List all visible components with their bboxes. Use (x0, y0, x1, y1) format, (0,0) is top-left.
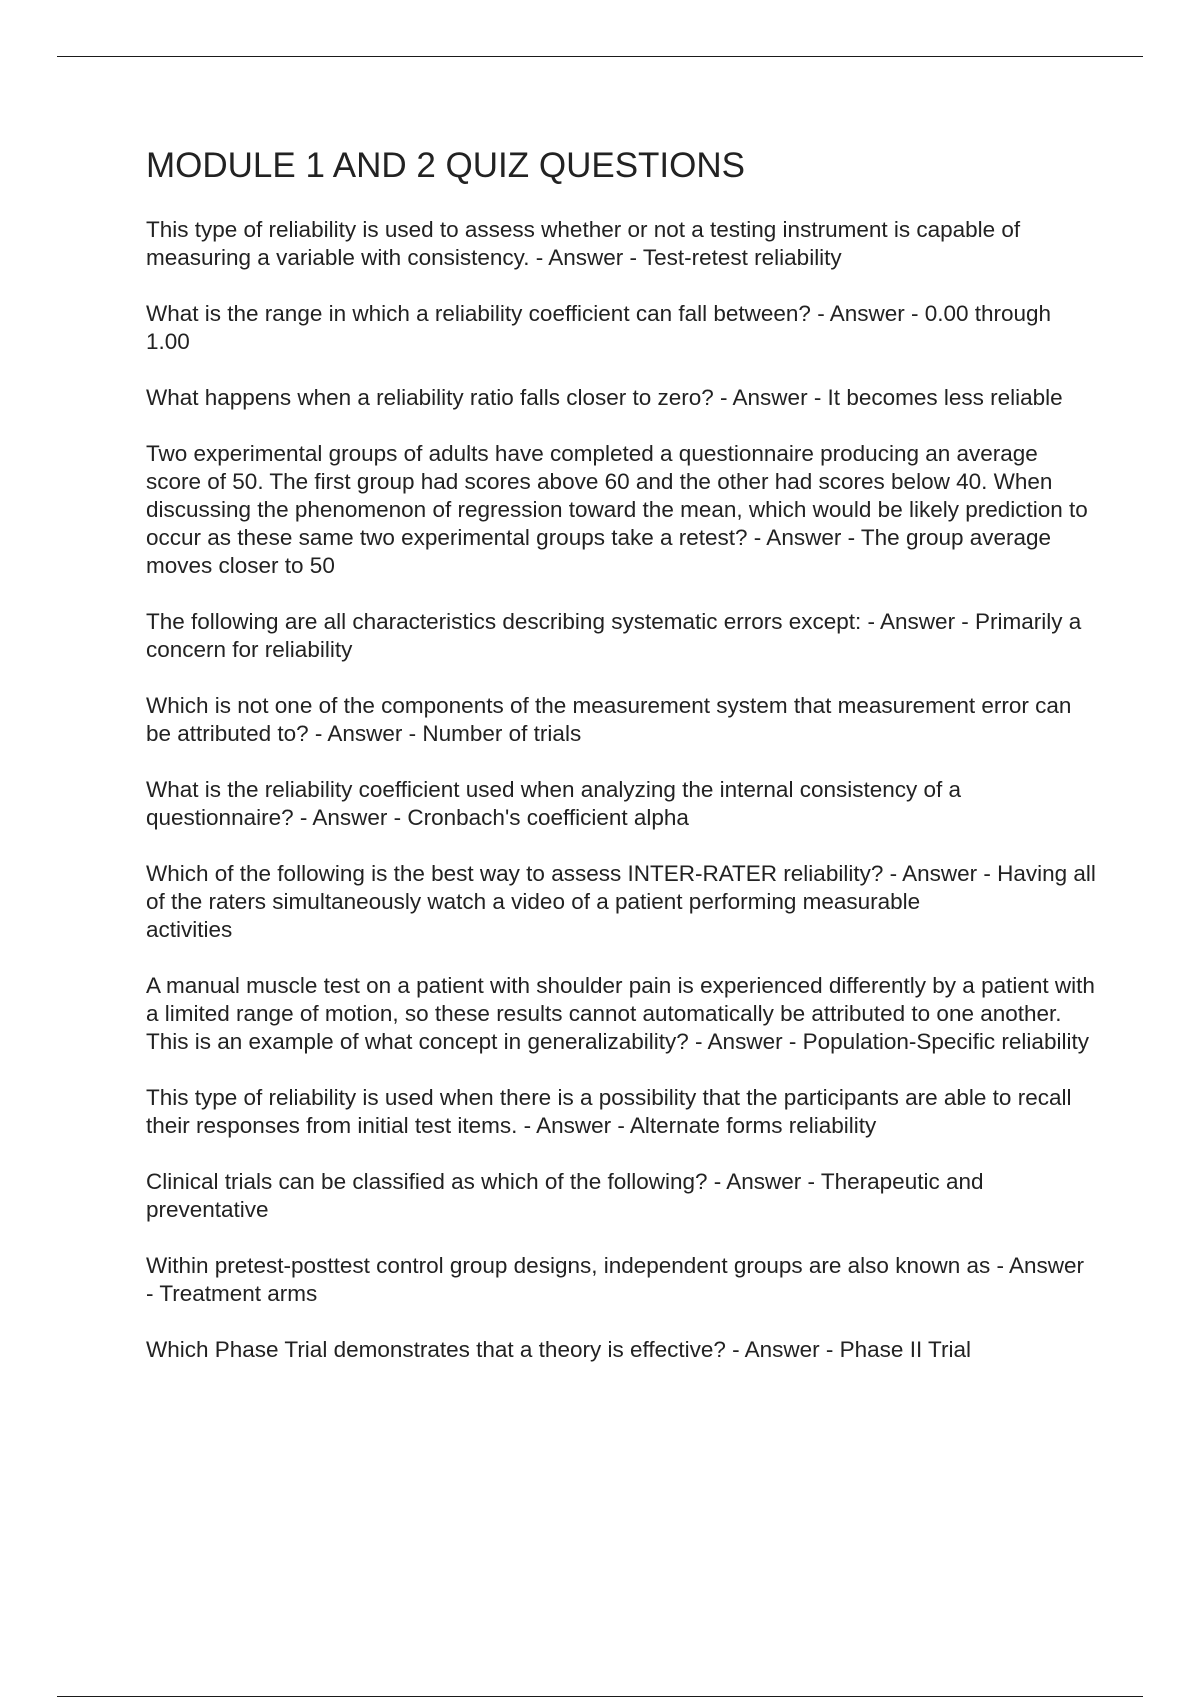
bottom-rule (57, 1696, 1143, 1697)
qa-item: Which of the following is the best way to assess INTER-RATER reliability? - Answer - Having all of the raters simultaneously watch a video of a patient performing measurable activities (146, 861, 1096, 942)
qa-item: A manual muscle test on a patient with shoulder pain is experienced differently by a patient with a limited range of motion, so these results cannot automatically be attributed to one another. This is an example of what concept in generalizability? - Answer - Population-Specific reliability (146, 973, 1095, 1054)
qa-item: The following are all characteristics describing systematic errors except: - Answer - Primarily a concern for reliability (146, 609, 1082, 662)
qa-item: Clinical trials can be classified as which of the following? - Answer - Therapeutic and preventative (146, 1169, 984, 1222)
qa-item: What happens when a reliability ratio falls closer to zero? - Answer - It becomes less reliable (146, 385, 1063, 410)
qa-item: Within pretest-posttest control group designs, independent groups are also known as - Answer - Treatment arms (146, 1253, 1085, 1306)
qa-item: Which is not one of the components of the measurement system that measurement error can be attributed to? - Answer - Number of trials (146, 693, 1072, 746)
document-body (146, 144, 1096, 1392)
qa-item: Which Phase Trial demonstrates that a theory is effective? - Answer - Phase II Trial (146, 1337, 971, 1362)
qa-item: This type of reliability is used when there is a possibility that the participants are able to recall their responses from initial test items. - Answer - Alternate forms reliability (146, 1085, 1072, 1138)
qa-item: What is the range in which a reliability coefficient can fall between? - Answer - 0.00 through 1.00 (146, 301, 1052, 354)
page-title: MODULE 1 AND 2 QUIZ QUESTIONS (146, 146, 745, 185)
top-rule (57, 56, 1143, 57)
qa-item: Two experimental groups of adults have completed a questionnaire producing an average score of 50. The first group had scores above 60 and the other had scores below 40. When discussing the phenomenon of regression toward the mean, which would be likely prediction to occur as these same two experimental groups take a retest? - Answer - The group average moves closer to 50 (146, 441, 1088, 578)
qa-item: What is the reliability coefficient used when analyzing the internal consistency of a questionnaire? - Answer - Cronbach's coefficient alpha (146, 777, 962, 830)
qa-item: This type of reliability is used to assess whether or not a testing instrument is capable of measuring a variable with consistency. - Answer - Test-retest reliability (146, 217, 1021, 270)
